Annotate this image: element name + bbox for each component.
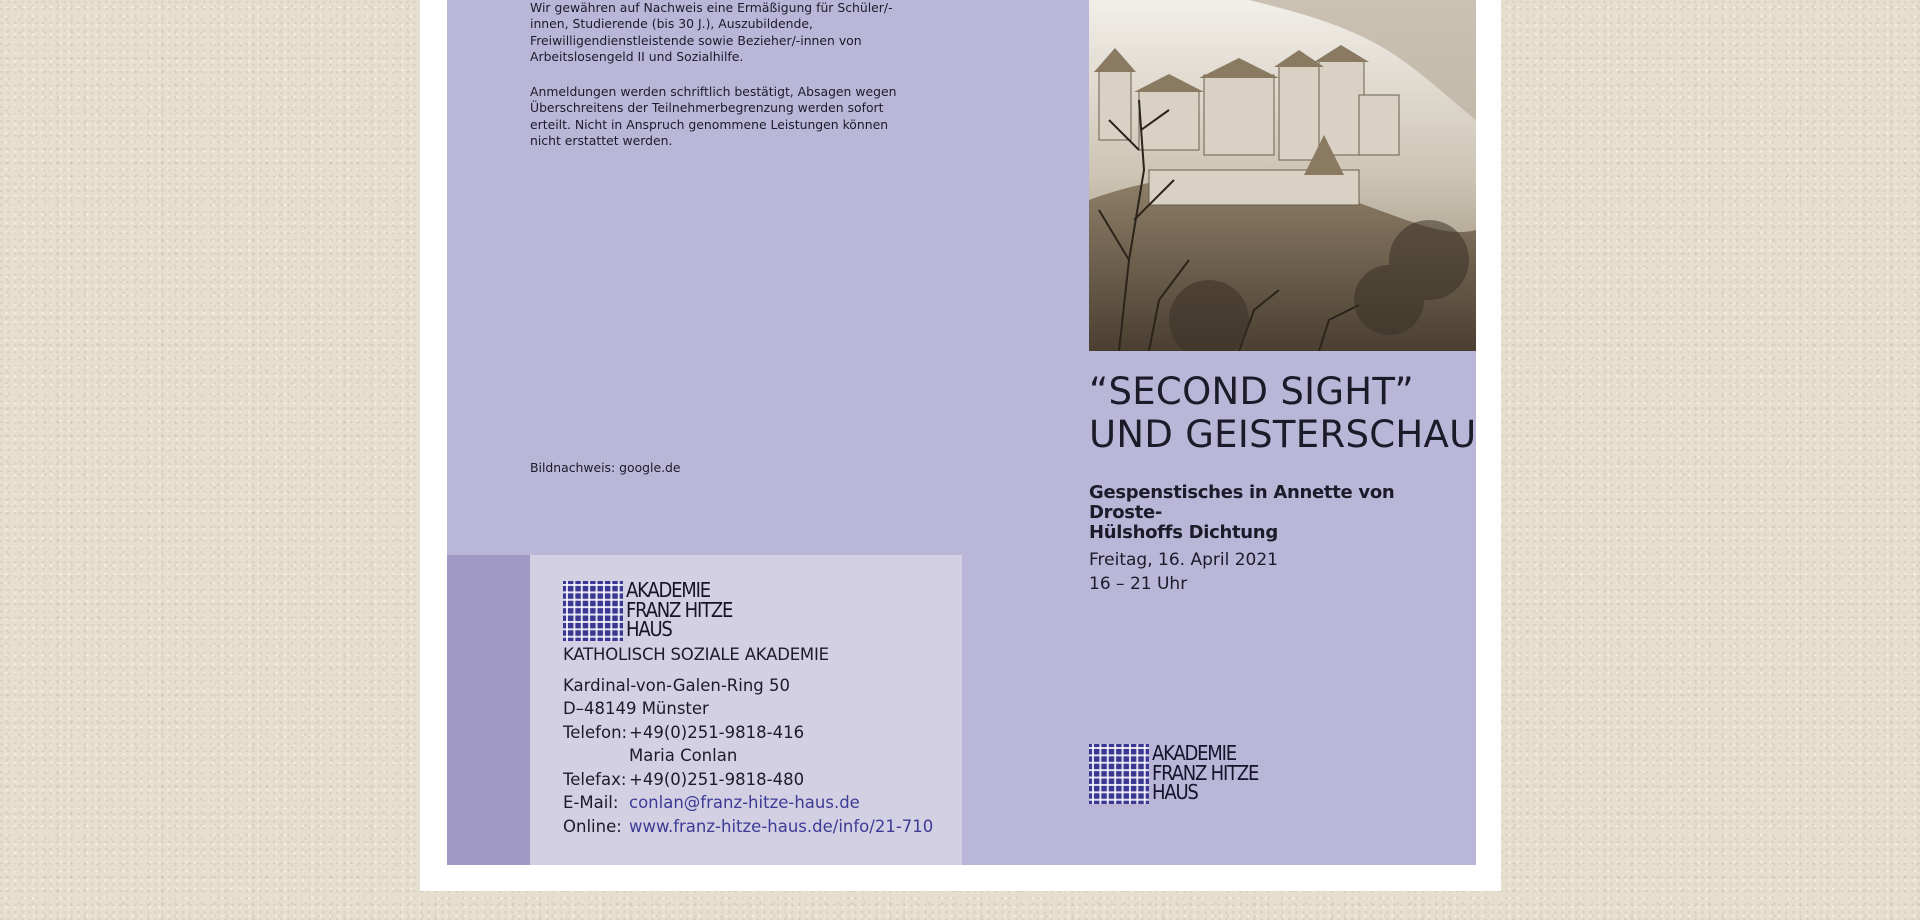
fax-number: +49(0)251-9818-480 [629, 770, 805, 789]
event-time: 16 – 21 Uhr [1089, 574, 1188, 594]
event-subtitle-line-1: Gespenstisches in Annette von Droste- [1089, 482, 1395, 523]
castle-photo [1089, 0, 1476, 351]
contact-person: Maria Conlan [629, 746, 738, 765]
event-title [1089, 370, 1476, 456]
website-link[interactable]: www.franz-hitze-haus.de/info/21-710 [629, 817, 934, 836]
event-title-line-2: UND GEISTERSCHAU [1089, 413, 1477, 456]
fax-label: Telefax: [563, 770, 627, 789]
registration-paragraph: Anmeldungen werden schriftlich bestätigt, Absagen wegen Überschreitens der Teilnehmerbegrenzung werden sofort erteilt. Nicht in Anspruch genommene Leistungen können nicht erstattet werden. [530, 84, 897, 148]
contact-person-row [563, 745, 737, 767]
fax-row [563, 769, 804, 791]
email-row [563, 792, 860, 814]
academy-logo-small [1089, 741, 1259, 804]
image-credit: Bildnachweis: google.de [530, 460, 681, 475]
event-subtitle-line-2: Hülshoffs Dichtung [1089, 522, 1278, 543]
logo-line-1: AKADEMIE [626, 578, 710, 602]
address-city: D–48149 Münster [563, 699, 709, 718]
logo-line-3: HAUS [626, 617, 672, 641]
logo-line-2: FRANZ HITZE [1152, 760, 1259, 785]
discount-paragraph: Wir gewähren auf Nachweis eine Ermäßigung für Schüler/-innen, Studierende (bis 30 J.), Auszubildende, Freiwilligendienstleistende sowie Bezieher/-innen von Arbeitslosengeld II und Sozialhilfe. [530, 0, 893, 64]
event-date: Freitag, 16. April 2021 [1089, 550, 1278, 570]
phone-row [563, 722, 804, 744]
academy-tagline: KATHOLISCH SOZIALE AKADEMIE [563, 645, 829, 664]
phone-number[interactable]: +49(0)251-9818-416 [629, 723, 805, 742]
logo-wordmark [626, 578, 733, 641]
online-label: Online: [563, 817, 622, 836]
email-label: E-Mail: [563, 793, 619, 812]
logo-line-2: FRANZ HITZE [626, 597, 733, 622]
address-street: Kardinal-von-Galen-Ring 50 [563, 676, 790, 695]
phone-label: Telefon: [563, 723, 628, 742]
side-band [447, 555, 530, 865]
logo-grid-icon [1089, 744, 1149, 804]
academy-logo [563, 578, 733, 641]
event-datetime [1089, 548, 1278, 596]
logo-grid-icon [563, 581, 623, 641]
online-row [563, 816, 933, 838]
logo-line-1: AKADEMIE [1152, 741, 1236, 765]
logo-line-3: HAUS [1152, 780, 1198, 804]
event-subtitle [1089, 483, 1449, 543]
email-link[interactable]: conlan@franz-hitze-haus.de [629, 793, 860, 812]
logo-wordmark [1152, 741, 1259, 804]
event-title-line-1: “SECOND SIGHT” [1089, 370, 1414, 413]
